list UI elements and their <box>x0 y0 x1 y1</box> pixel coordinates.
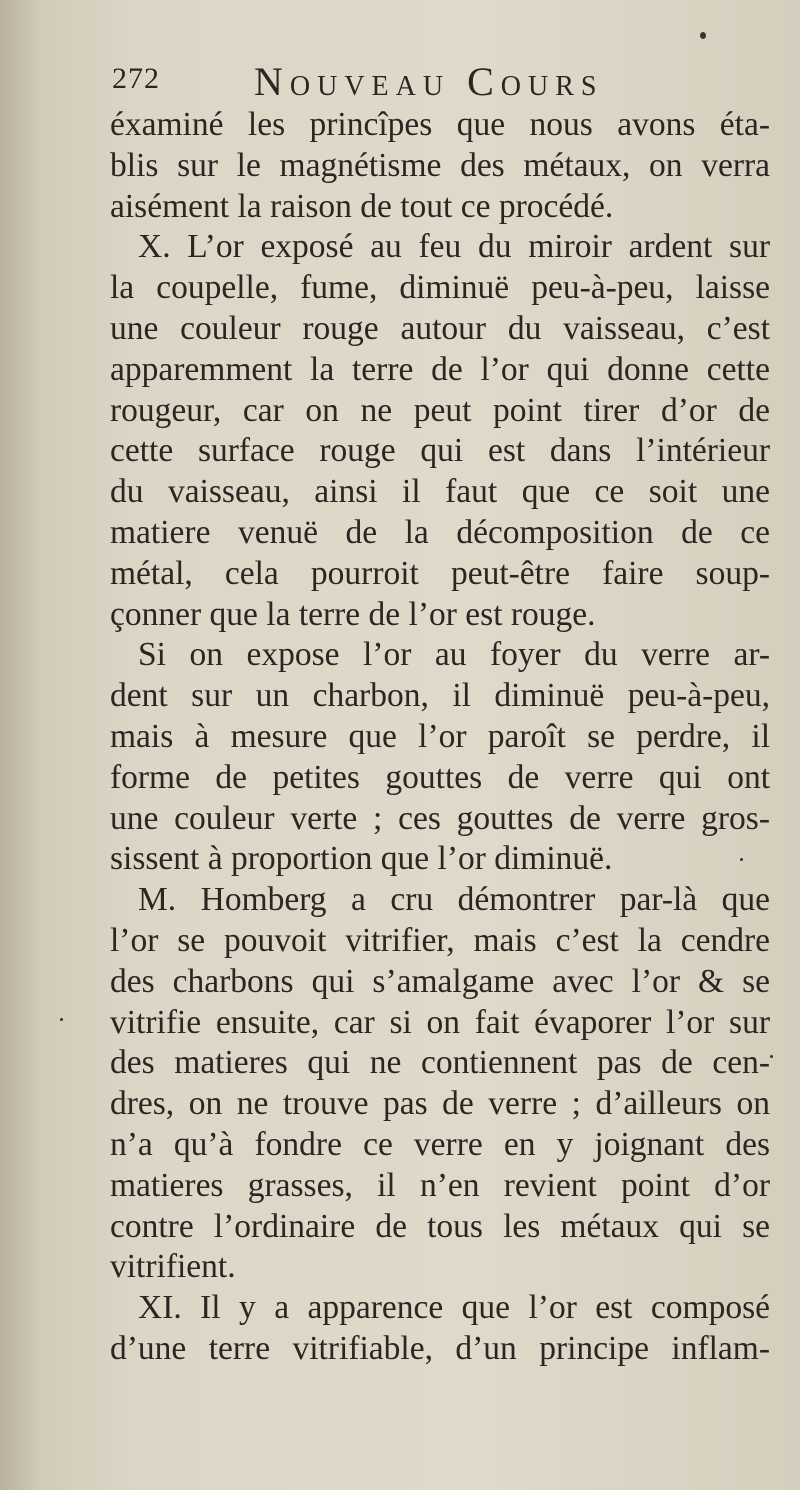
text-line: vitrifient. <box>110 1248 236 1286</box>
text-line: forme de petites gouttes de verre qui ont <box>110 758 770 796</box>
text-line: rougeur, car on ne peut point tirer d’or de <box>110 391 770 429</box>
text-line: des charbons qui s’amalgame avec l’or & se <box>110 962 770 1000</box>
text-line: X. L’or exposé au feu du miroir ardent sur <box>138 228 770 266</box>
text-line: dent sur un charbon, il diminuë peu-à-peu, <box>110 677 770 715</box>
text-line: sissent à proportion que l’or diminuë. <box>110 840 613 878</box>
running-title: Nouveau Cours <box>254 59 604 104</box>
text-line: matieres grasses, il n’en revient point d’or <box>110 1166 770 1204</box>
text-line: M. Homberg a cru démontrer par-là que <box>138 881 770 919</box>
page-number: 272 <box>112 62 160 95</box>
text-line: une couleur verte ; ces gouttes de verre gros- <box>110 799 770 837</box>
text-line: matiere venuë de la décomposition de ce <box>110 513 770 551</box>
text-line: du vaisseau, ainsi il faut que ce soit une <box>110 473 770 511</box>
text-line: çonner que la terre de l’or est rouge. <box>110 595 596 633</box>
text-line: métal, cela pourroit peut-être faire soup- <box>110 554 770 592</box>
page-gutter-shadow <box>0 0 40 1490</box>
text-line: contre l’ordinaire de tous les métaux qui se <box>110 1207 770 1245</box>
text-line: Si on expose l’or au foyer du verre ar- <box>138 636 770 674</box>
text-line: XI. Il y a apparence que l’or est composé <box>138 1289 770 1327</box>
text-line: d’une terre vitrifiable, d’un principe inflam- <box>110 1329 770 1367</box>
text-line: une couleur rouge autour du vaisseau, c’est <box>110 309 770 347</box>
text-line: dres, on ne trouve pas de verre ; d’ailleurs on <box>110 1085 770 1123</box>
text-line: éxaminé les princîpes que nous avons éta- <box>110 106 770 143</box>
text-line: mais à mesure que l’or paroît se perdre, il <box>110 717 770 755</box>
text-line: l’or se pouvoit vitrifier, mais c’est la cendre <box>110 921 770 959</box>
text-line: vitrifie ensuite, car si on fait évaporer l’or sur <box>110 1003 770 1041</box>
text-line: apparemment la terre de l’or qui donne cette <box>110 350 770 388</box>
text-line: blis sur le magnétisme des métaux, on verra <box>110 146 770 184</box>
text-line: cette surface rouge qui est dans l’intérieur <box>110 432 770 470</box>
text-line: la coupelle, fume, diminuë peu-à-peu, laisse <box>110 269 770 307</box>
text-line: n’a qu’à fondre ce verre en y joignant des <box>110 1125 770 1163</box>
page-header <box>112 58 672 108</box>
text-line: des matieres qui ne contiennent pas de cen- <box>110 1044 770 1082</box>
text-line: aisément la raison de tout ce procédé. <box>110 187 614 225</box>
body-text <box>110 105 770 1370</box>
